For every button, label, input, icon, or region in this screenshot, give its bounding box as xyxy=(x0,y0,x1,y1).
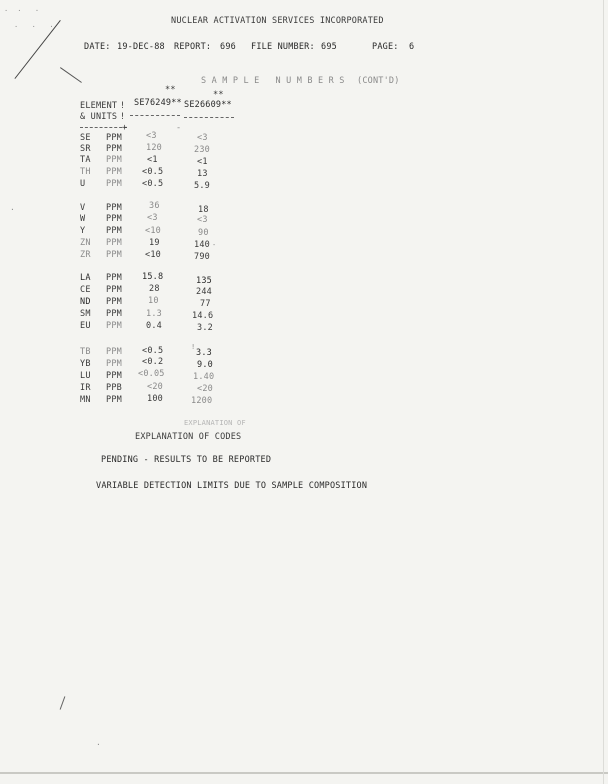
table-row-element: ZR xyxy=(80,250,91,260)
underline-tick: + xyxy=(122,123,128,133)
table-row-unit: PPM xyxy=(106,214,122,224)
table-row-value1: 100 xyxy=(147,394,163,404)
table-row-value1: <0.5 xyxy=(142,179,164,189)
table-row-value2: 1200 xyxy=(191,396,213,406)
table-row-value1: <0.5 xyxy=(142,167,164,177)
table-row-unit: PPM xyxy=(106,371,122,381)
table-row-value2: 18 xyxy=(198,205,209,215)
scan-speck: · · · xyxy=(14,23,54,31)
ghost-text: EXPLANATION OF xyxy=(184,419,246,427)
date-label: DATE: xyxy=(84,42,111,52)
table-row-unit: PPM xyxy=(106,359,122,369)
table-row-unit: PPM xyxy=(106,347,122,357)
table-row-value2: 3.3 xyxy=(196,348,212,358)
element-header: ELEMENT xyxy=(80,101,118,111)
table-row-value2: 1.40 xyxy=(193,372,215,382)
table-row-value1: <0.05 xyxy=(138,369,165,379)
table-row-element: CE xyxy=(80,285,91,295)
report-value: 696 xyxy=(220,42,236,52)
table-row-unit: PPB xyxy=(106,383,122,393)
table-row-value1: <10 xyxy=(145,250,161,260)
table-row-element: V xyxy=(80,203,86,213)
table-row-element: SR xyxy=(80,144,91,154)
table-row-unit: PPM xyxy=(106,297,122,307)
table-row-value2: <3 xyxy=(197,133,208,143)
table-row-unit: PPM xyxy=(106,250,122,260)
table-row-value2: <20 xyxy=(197,384,213,394)
table-row-value2: 244 xyxy=(196,287,212,297)
table-row-unit: PPM xyxy=(106,285,122,295)
sample2-header: SE26609** xyxy=(184,100,232,110)
page-number: 6 xyxy=(409,42,415,52)
pending-note: PENDING - RESULTS TO BE REPORTED xyxy=(101,455,272,465)
table-row-value2: 77 xyxy=(200,299,211,309)
header-separator: ! xyxy=(120,101,126,111)
table-row-element: SE xyxy=(80,133,91,143)
table-row-element: EU xyxy=(80,321,91,331)
table-row-element: LU xyxy=(80,371,91,381)
table-row-unit: PPM xyxy=(106,273,122,283)
table-row-element: LA xyxy=(80,273,91,283)
page-right-edge xyxy=(603,0,604,784)
table-row-value1: <0.2 xyxy=(142,357,164,367)
table-row-value2: <1 xyxy=(197,157,208,167)
table-row-value2: 230 xyxy=(194,145,210,155)
table-row-value1: <3 xyxy=(147,213,158,223)
scan-speck: · · · xyxy=(4,7,40,15)
table-row-unit: PPM xyxy=(106,395,122,405)
variable-limits-note: VARIABLE DETECTION LIMITS DUE TO SAMPLE COMPOSITION xyxy=(96,481,368,491)
table-row-value1: <10 xyxy=(145,226,161,236)
table-row-value1: 19 xyxy=(149,238,160,248)
table-row-element: Y xyxy=(80,226,86,236)
table-row-value2: 3.2 xyxy=(197,323,213,333)
table-row-unit: PPM xyxy=(106,309,122,319)
table-row-element: W xyxy=(80,214,86,224)
table-row-value1: 120 xyxy=(146,143,162,153)
table-row-unit: PPM xyxy=(106,226,122,236)
file-number-label: FILE NUMBER: xyxy=(251,42,315,52)
header-separator: ! xyxy=(120,112,126,122)
section-title-suffix: (CONT'D) xyxy=(357,76,400,86)
table-row-value2: 90 xyxy=(198,228,209,238)
table-row-value2: 5.9 xyxy=(194,181,210,191)
explanation-title: EXPLANATION OF CODES xyxy=(135,432,242,442)
table-row-unit: PPM xyxy=(106,238,122,248)
table-row-value2: 790 xyxy=(194,252,210,262)
scan-speck: ! xyxy=(191,343,196,351)
pen-stroke-left xyxy=(60,67,82,83)
date-value: 19-DEC-88 xyxy=(117,42,165,52)
section-title: S A M P L E N U M B E R S xyxy=(201,76,345,86)
table-row-value1: 1.3 xyxy=(146,309,162,319)
table-row-element: YB xyxy=(80,359,91,369)
table-row-value1: <3 xyxy=(146,131,157,141)
report-label: REPORT: xyxy=(174,42,212,52)
units-header: & UNITS xyxy=(80,112,118,122)
table-row-element: TH xyxy=(80,167,91,177)
table-row-value2: 13 xyxy=(197,169,208,179)
table-row-value1: 0.4 xyxy=(146,321,162,331)
sample1-header: SE76249** xyxy=(134,98,182,108)
underline-tick: - xyxy=(176,123,182,133)
table-row-unit: PPM xyxy=(106,321,122,331)
table-row-element: TA xyxy=(80,155,91,165)
table-row-unit: PPM xyxy=(106,133,122,143)
table-row-element: SM xyxy=(80,309,91,319)
table-row-value2: <3 xyxy=(197,215,208,225)
scan-speck: · xyxy=(10,205,16,214)
pen-mark-bottom xyxy=(60,696,66,709)
table-row-value1: 28 xyxy=(149,284,160,294)
scan-speck: · xyxy=(96,740,102,749)
company-name: NUCLEAR ACTIVATION SERVICES INCORPORATED xyxy=(171,16,384,26)
file-number-value: 695 xyxy=(321,42,337,52)
element-underline xyxy=(80,127,127,128)
table-row-value2: 140 xyxy=(194,240,210,250)
table-row-unit: PPM xyxy=(106,179,122,189)
table-row-value1: <1 xyxy=(147,155,158,165)
table-row-unit: PPM xyxy=(106,167,122,177)
table-row-value2: 14.6 xyxy=(192,311,214,321)
table-row-value2: 135 xyxy=(196,276,212,286)
table-row-element: TB xyxy=(80,347,91,357)
page-bottom-edge xyxy=(0,772,608,774)
table-row-element: ZN xyxy=(80,238,91,248)
table-row-value2: 9.0 xyxy=(197,360,213,370)
sample2-stars: ** xyxy=(213,90,224,100)
table-row-element: ND xyxy=(80,297,91,307)
sample2-underline xyxy=(184,117,234,118)
table-row-unit: PPM xyxy=(106,144,122,154)
sample1-underline xyxy=(130,115,180,116)
scan-speck: - xyxy=(212,241,217,249)
table-row-unit: PPM xyxy=(106,155,122,165)
table-row-value1: <0.5 xyxy=(142,346,164,356)
table-row-element: U xyxy=(80,179,86,189)
table-row-element: IR xyxy=(80,383,91,393)
table-row-value1: 15.8 xyxy=(142,272,164,282)
table-row-element: MN xyxy=(80,395,91,405)
table-row-value1: <20 xyxy=(147,382,163,392)
table-row-value1: 36 xyxy=(149,201,160,211)
page-label: PAGE: xyxy=(372,42,399,52)
table-row-value1: 10 xyxy=(148,296,159,306)
sample1-stars: ** xyxy=(165,85,176,95)
table-row-unit: PPM xyxy=(106,203,122,213)
